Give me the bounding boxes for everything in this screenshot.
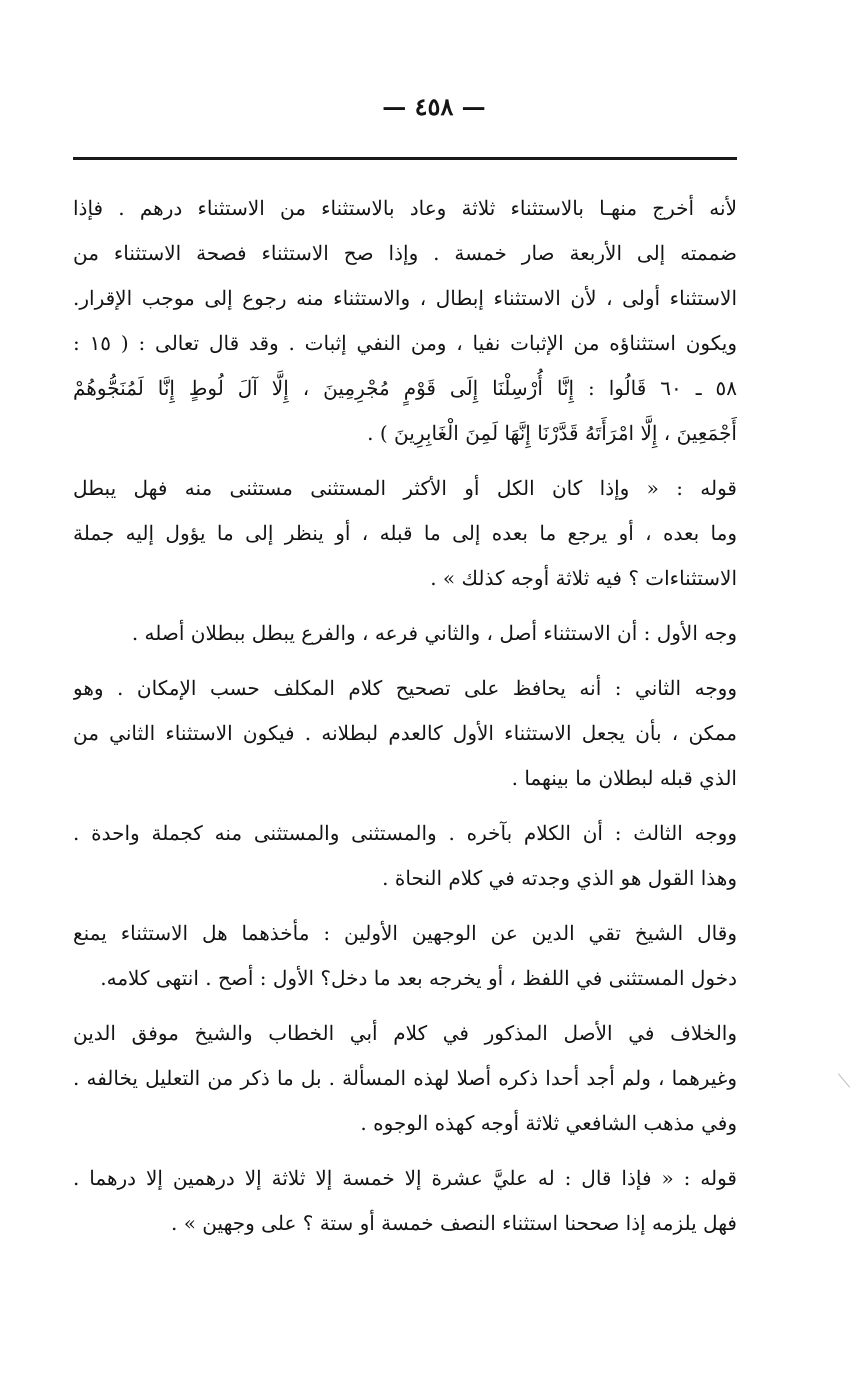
text-line: الذي قبله لبطلان ما بينهما . bbox=[511, 766, 737, 790]
margin-mark bbox=[838, 1073, 850, 1087]
text-line: فهل يلزمه إذا صححنا استثناء النصف خمسة أو ستة ؟ على وجهين » . bbox=[171, 1211, 737, 1235]
text-line: وما بعده ، أو يرجع ما بعده إلى ما قبله ، أو ينظر إلى ما يؤول إليه جملة bbox=[73, 521, 737, 545]
paragraph bbox=[73, 611, 737, 656]
text-line: ووجه الثاني : أنه يحافظ على تصحيح كلام المكلف حسب الإمكان . وهو bbox=[73, 676, 737, 700]
text-line: الاستثناءات ؟ فيه ثلاثة أوجه كذلك » . bbox=[430, 566, 737, 590]
paragraph-gap bbox=[73, 1001, 737, 1011]
text-line: ممكن ، بأن يجعل الاستثناء الأول كالعدم لبطلانه . فيكون الاستثناء الثاني من bbox=[73, 721, 737, 745]
text-line: وهذا القول هو الذي وجدته في كلام النحاة . bbox=[382, 866, 737, 890]
header-rule bbox=[73, 157, 737, 160]
page-body bbox=[73, 186, 737, 1246]
paragraph bbox=[73, 666, 737, 801]
text-line: دخول المستثنى في اللفظ ، أو يخرجه بعد ما دخل؟ الأول : أصح . انتهى كلامه. bbox=[100, 966, 737, 990]
text-line: وجه الأول : أن الاستثناء أصل ، والثاني فرعه ، والفرع يبطل ببطلان أصله . bbox=[131, 621, 737, 645]
text-line: قوله : « وإذا كان الكل أو الأكثر المستثنى مستثنى منه فهل يبطل bbox=[73, 476, 737, 500]
paragraph bbox=[73, 1011, 737, 1146]
text-line: ووجه الثالث : أن الكلام بآخره . والمستثنى والمستثنى منه كجملة واحدة . bbox=[73, 821, 737, 845]
text-line: وغيرهما ، ولم أجد أحدا ذكره أصلا لهذه المسألة . بل ما ذكر من التعليل يخالفه . bbox=[73, 1066, 737, 1090]
text-line: ٥٨ ـ ٦٠ قَالُوا : إِنَّا أُرْسِلْنَا إِلَى قَوْمٍ مُجْرِمِينَ ، إِلَّا آلَ لُوطٍ إِنَّا لَمُنَجُّوهُمْ bbox=[73, 376, 737, 400]
text-line: وفي مذهب الشافعي ثلاثة أوجه كهذه الوجوه . bbox=[360, 1111, 737, 1135]
text-line: وقال الشيخ تقي الدين عن الوجهين الأولين : مأخذهما هل الاستثناء يمنع bbox=[73, 921, 737, 945]
page-number: — ٤٥٨ — bbox=[382, 92, 486, 121]
paragraph-gap bbox=[73, 656, 737, 666]
text-line: قوله : « فإذا قال : له عليَّ عشرة إلا خمسة إلا ثلاثة إلا درهمين إلا درهما . bbox=[73, 1166, 737, 1190]
text-line: أَجْمَعِينَ ، إِلَّا امْرَأَتَهُ قَدَّرْنَا إِنَّهَا لَمِنَ الْغَابِرِينَ ) . bbox=[367, 421, 737, 445]
paragraph bbox=[73, 1156, 737, 1246]
text-line: لأنه أخرج منهـا بالاستثناء ثلاثة وعاد بالاستثناء من الاستثناء درهم . فإذا bbox=[73, 196, 737, 220]
text-line: الاستثناء أولى ، لأن الاستثناء إبطال ، والاستثناء منه رجوع إلى موجب الإقرار. bbox=[73, 286, 737, 310]
paragraph-gap bbox=[73, 901, 737, 911]
paragraph bbox=[73, 466, 737, 601]
paragraph-gap bbox=[73, 601, 737, 611]
paragraph-gap bbox=[73, 1146, 737, 1156]
text-line: ويكون استثناؤه من الإثبات نفيا ، ومن النفي إثبات . وقد قال تعالى : ( ١٥ : bbox=[73, 331, 737, 355]
paragraph-gap bbox=[73, 456, 737, 466]
paragraph-gap bbox=[73, 801, 737, 811]
text-line: والخلاف في الأصل المذكور في كلام أبي الخطاب والشيخ موفق الدين bbox=[73, 1021, 737, 1045]
paragraph bbox=[73, 911, 737, 1001]
text-line: ضممته إلى الأربعة صار خمسة . وإذا صح الاستثناء فصحة الاستثناء من bbox=[73, 241, 737, 265]
paragraph bbox=[73, 811, 737, 901]
paragraph bbox=[73, 186, 737, 456]
